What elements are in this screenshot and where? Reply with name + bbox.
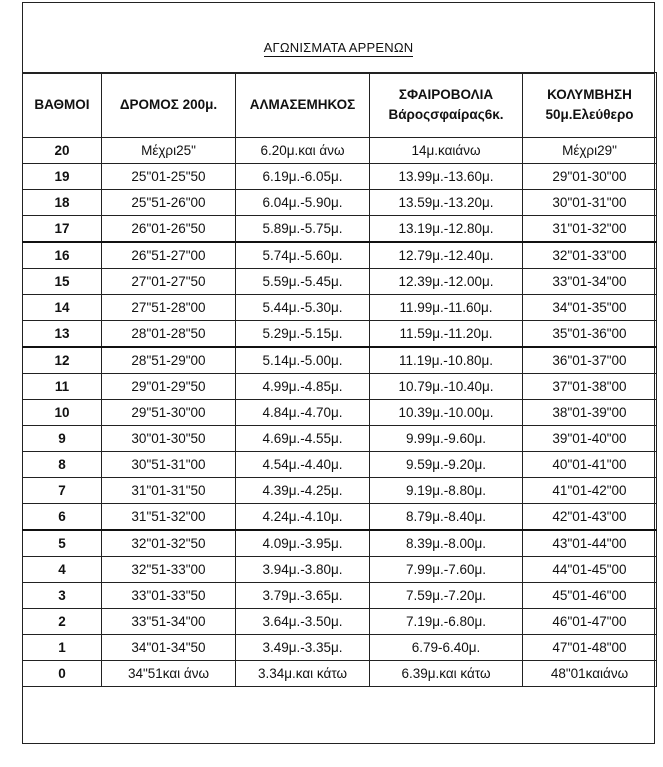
cell-shot: 9.19μ.-8.80μ.	[370, 478, 523, 504]
table-row	[23, 400, 657, 426]
header-shot	[370, 73, 523, 138]
cell-swim: 32"01-33"00	[523, 242, 657, 269]
grading-table	[22, 72, 657, 687]
cell-shot: 9.99μ.-9.60μ.	[370, 426, 523, 452]
cell-jump: 3.79μ.-3.65μ.	[236, 583, 370, 609]
cell-run: 33"01-33"50	[102, 583, 236, 609]
cell-grade: 9	[23, 426, 102, 452]
cell-swim: 37"01-38"00	[523, 374, 657, 400]
cell-swim: Μέχρι29"	[523, 138, 657, 164]
cell-swim: 40"01-41"00	[523, 452, 657, 478]
header-shot-line2: Βάροςσφαίρας6κ.	[388, 107, 504, 122]
cell-grade: 2	[23, 609, 102, 635]
cell-shot: 12.39μ.-12.00μ.	[370, 269, 523, 295]
table-row	[23, 321, 657, 348]
cell-grade: 12	[23, 347, 102, 374]
cell-swim: 48"01καιάνω	[523, 661, 657, 687]
table-row	[23, 216, 657, 243]
cell-swim: 29"01-30"00	[523, 164, 657, 190]
cell-jump: 3.64μ.-3.50μ.	[236, 609, 370, 635]
cell-swim: 31"01-32"00	[523, 216, 657, 243]
table-row	[23, 452, 657, 478]
cell-shot: 11.99μ.-11.60μ.	[370, 295, 523, 321]
cell-shot: 8.79μ.-8.40μ.	[370, 504, 523, 531]
cell-jump: 4.09μ.-3.95μ.	[236, 530, 370, 557]
cell-run: 31"01-31"50	[102, 478, 236, 504]
table-row	[23, 609, 657, 635]
cell-jump: 6.20μ.και άνω	[236, 138, 370, 164]
cell-run: 26"01-26"50	[102, 216, 236, 243]
table-row	[23, 242, 657, 269]
cell-grade: 15	[23, 269, 102, 295]
cell-run: 31"51-32"00	[102, 504, 236, 531]
cell-grade: 18	[23, 190, 102, 216]
cell-jump: 3.49μ.-3.35μ.	[236, 635, 370, 661]
table-row	[23, 635, 657, 661]
cell-grade: 6	[23, 504, 102, 531]
document-sheet	[22, 2, 655, 744]
cell-swim: 35"01-36"00	[523, 321, 657, 348]
cell-grade: 5	[23, 530, 102, 557]
cell-swim: 44"01-45"00	[523, 557, 657, 583]
cell-grade: 14	[23, 295, 102, 321]
table-row	[23, 426, 657, 452]
cell-jump: 4.99μ.-4.85μ.	[236, 374, 370, 400]
cell-jump: 5.89μ.-5.75μ.	[236, 216, 370, 243]
cell-swim: 36"01-37"00	[523, 347, 657, 374]
header-run: ΔΡΟΜΟΣ 200μ.	[102, 73, 236, 138]
cell-run: 34"01-34"50	[102, 635, 236, 661]
cell-run: 32"51-33"00	[102, 557, 236, 583]
cell-grade: 17	[23, 216, 102, 243]
table-row	[23, 347, 657, 374]
cell-run: 34"51και άνω	[102, 661, 236, 687]
cell-shot: 9.59μ.-9.20μ.	[370, 452, 523, 478]
cell-swim: 42"01-43"00	[523, 504, 657, 531]
cell-grade: 16	[23, 242, 102, 269]
cell-run: 25"01-25"50	[102, 164, 236, 190]
cell-grade: 8	[23, 452, 102, 478]
table-row	[23, 269, 657, 295]
cell-run: 25"51-26"00	[102, 190, 236, 216]
cell-jump: 3.94μ.-3.80μ.	[236, 557, 370, 583]
table-row	[23, 164, 657, 190]
header-shot-line1: ΣΦΑΙΡΟΒΟΛΙΑ	[398, 87, 494, 102]
table-row	[23, 138, 657, 164]
table-row	[23, 557, 657, 583]
cell-jump: 4.84μ.-4.70μ.	[236, 400, 370, 426]
cell-swim: 39"01-40"00	[523, 426, 657, 452]
cell-shot: 11.59μ.-11.20μ.	[370, 321, 523, 348]
cell-swim: 47"01-48"00	[523, 635, 657, 661]
cell-grade: 1	[23, 635, 102, 661]
cell-shot: 10.39μ.-10.00μ.	[370, 400, 523, 426]
cell-shot: 8.39μ.-8.00μ.	[370, 530, 523, 557]
header-row	[23, 73, 657, 138]
cell-jump: 4.24μ.-4.10μ.	[236, 504, 370, 531]
cell-grade: 13	[23, 321, 102, 348]
cell-shot: 7.19μ.-6.80μ.	[370, 609, 523, 635]
cell-grade: 0	[23, 661, 102, 687]
table-row	[23, 295, 657, 321]
cell-jump: 4.69μ.-4.55μ.	[236, 426, 370, 452]
table-row	[23, 478, 657, 504]
cell-shot: 7.99μ.-7.60μ.	[370, 557, 523, 583]
cell-run: Μέχρι25"	[102, 138, 236, 164]
cell-run: 26"51-27"00	[102, 242, 236, 269]
document-title: ΑΓΩΝΙΣΜΑΤΑ ΑΡΡΕΝΩΝ	[263, 40, 414, 55]
cell-grade: 3	[23, 583, 102, 609]
cell-shot: 13.99μ.-13.60μ.	[370, 164, 523, 190]
table-row	[23, 504, 657, 531]
cell-shot: 13.59μ.-13.20μ.	[370, 190, 523, 216]
cell-run: 29"01-29"50	[102, 374, 236, 400]
cell-grade: 20	[23, 138, 102, 164]
cell-swim: 41"01-42"00	[523, 478, 657, 504]
cell-grade: 19	[23, 164, 102, 190]
cell-jump: 5.74μ.-5.60μ.	[236, 242, 370, 269]
cell-shot: 10.79μ.-10.40μ.	[370, 374, 523, 400]
cell-shot: 6.79-6.40μ.	[370, 635, 523, 661]
cell-shot: 13.19μ.-12.80μ.	[370, 216, 523, 243]
cell-run: 33"51-34"00	[102, 609, 236, 635]
header-swim	[523, 73, 657, 138]
cell-jump: 5.14μ.-5.00μ.	[236, 347, 370, 374]
header-jump: ΑΛΜΑΣΕΜΗΚΟΣ	[236, 73, 370, 138]
table-row	[23, 530, 657, 557]
cell-jump: 6.19μ.-6.05μ.	[236, 164, 370, 190]
cell-run: 27"51-28"00	[102, 295, 236, 321]
title-row	[23, 3, 654, 74]
cell-grade: 7	[23, 478, 102, 504]
cell-jump: 5.44μ.-5.30μ.	[236, 295, 370, 321]
cell-run: 29"51-30"00	[102, 400, 236, 426]
cell-shot: 12.79μ.-12.40μ.	[370, 242, 523, 269]
cell-swim: 45"01-46"00	[523, 583, 657, 609]
cell-jump: 4.39μ.-4.25μ.	[236, 478, 370, 504]
cell-shot: 7.59μ.-7.20μ.	[370, 583, 523, 609]
cell-run: 30"01-30"50	[102, 426, 236, 452]
cell-shot: 14μ.καιάνω	[370, 138, 523, 164]
cell-run: 30"51-31"00	[102, 452, 236, 478]
cell-swim: 43"01-44"00	[523, 530, 657, 557]
cell-run: 28"51-29"00	[102, 347, 236, 374]
cell-jump: 5.29μ.-5.15μ.	[236, 321, 370, 348]
cell-jump: 5.59μ.-5.45μ.	[236, 269, 370, 295]
cell-grade: 10	[23, 400, 102, 426]
header-grade: ΒΑΘΜΟΙ	[23, 73, 102, 138]
cell-swim: 46"01-47"00	[523, 609, 657, 635]
cell-run: 28"01-28"50	[102, 321, 236, 348]
cell-swim: 30"01-31"00	[523, 190, 657, 216]
table-row	[23, 583, 657, 609]
cell-grade: 11	[23, 374, 102, 400]
cell-grade: 4	[23, 557, 102, 583]
cell-swim: 38"01-39"00	[523, 400, 657, 426]
header-swim-line2: 50μ.Ελεύθερο	[545, 107, 634, 122]
cell-jump: 6.04μ.-5.90μ.	[236, 190, 370, 216]
cell-jump: 4.54μ.-4.40μ.	[236, 452, 370, 478]
cell-swim: 33"01-34"00	[523, 269, 657, 295]
table-row	[23, 190, 657, 216]
cell-swim: 34"01-35"00	[523, 295, 657, 321]
cell-run: 27"01-27"50	[102, 269, 236, 295]
cell-run: 32"01-32"50	[102, 530, 236, 557]
cell-shot: 6.39μ.και κάτω	[370, 661, 523, 687]
header-swim-line1: ΚΟΛΥΜΒΗΣΗ	[547, 87, 632, 102]
table-row	[23, 661, 657, 687]
table-body	[23, 138, 657, 687]
table-row	[23, 374, 657, 400]
cell-shot: 11.19μ.-10.80μ.	[370, 347, 523, 374]
cell-jump: 3.34μ.και κάτω	[236, 661, 370, 687]
